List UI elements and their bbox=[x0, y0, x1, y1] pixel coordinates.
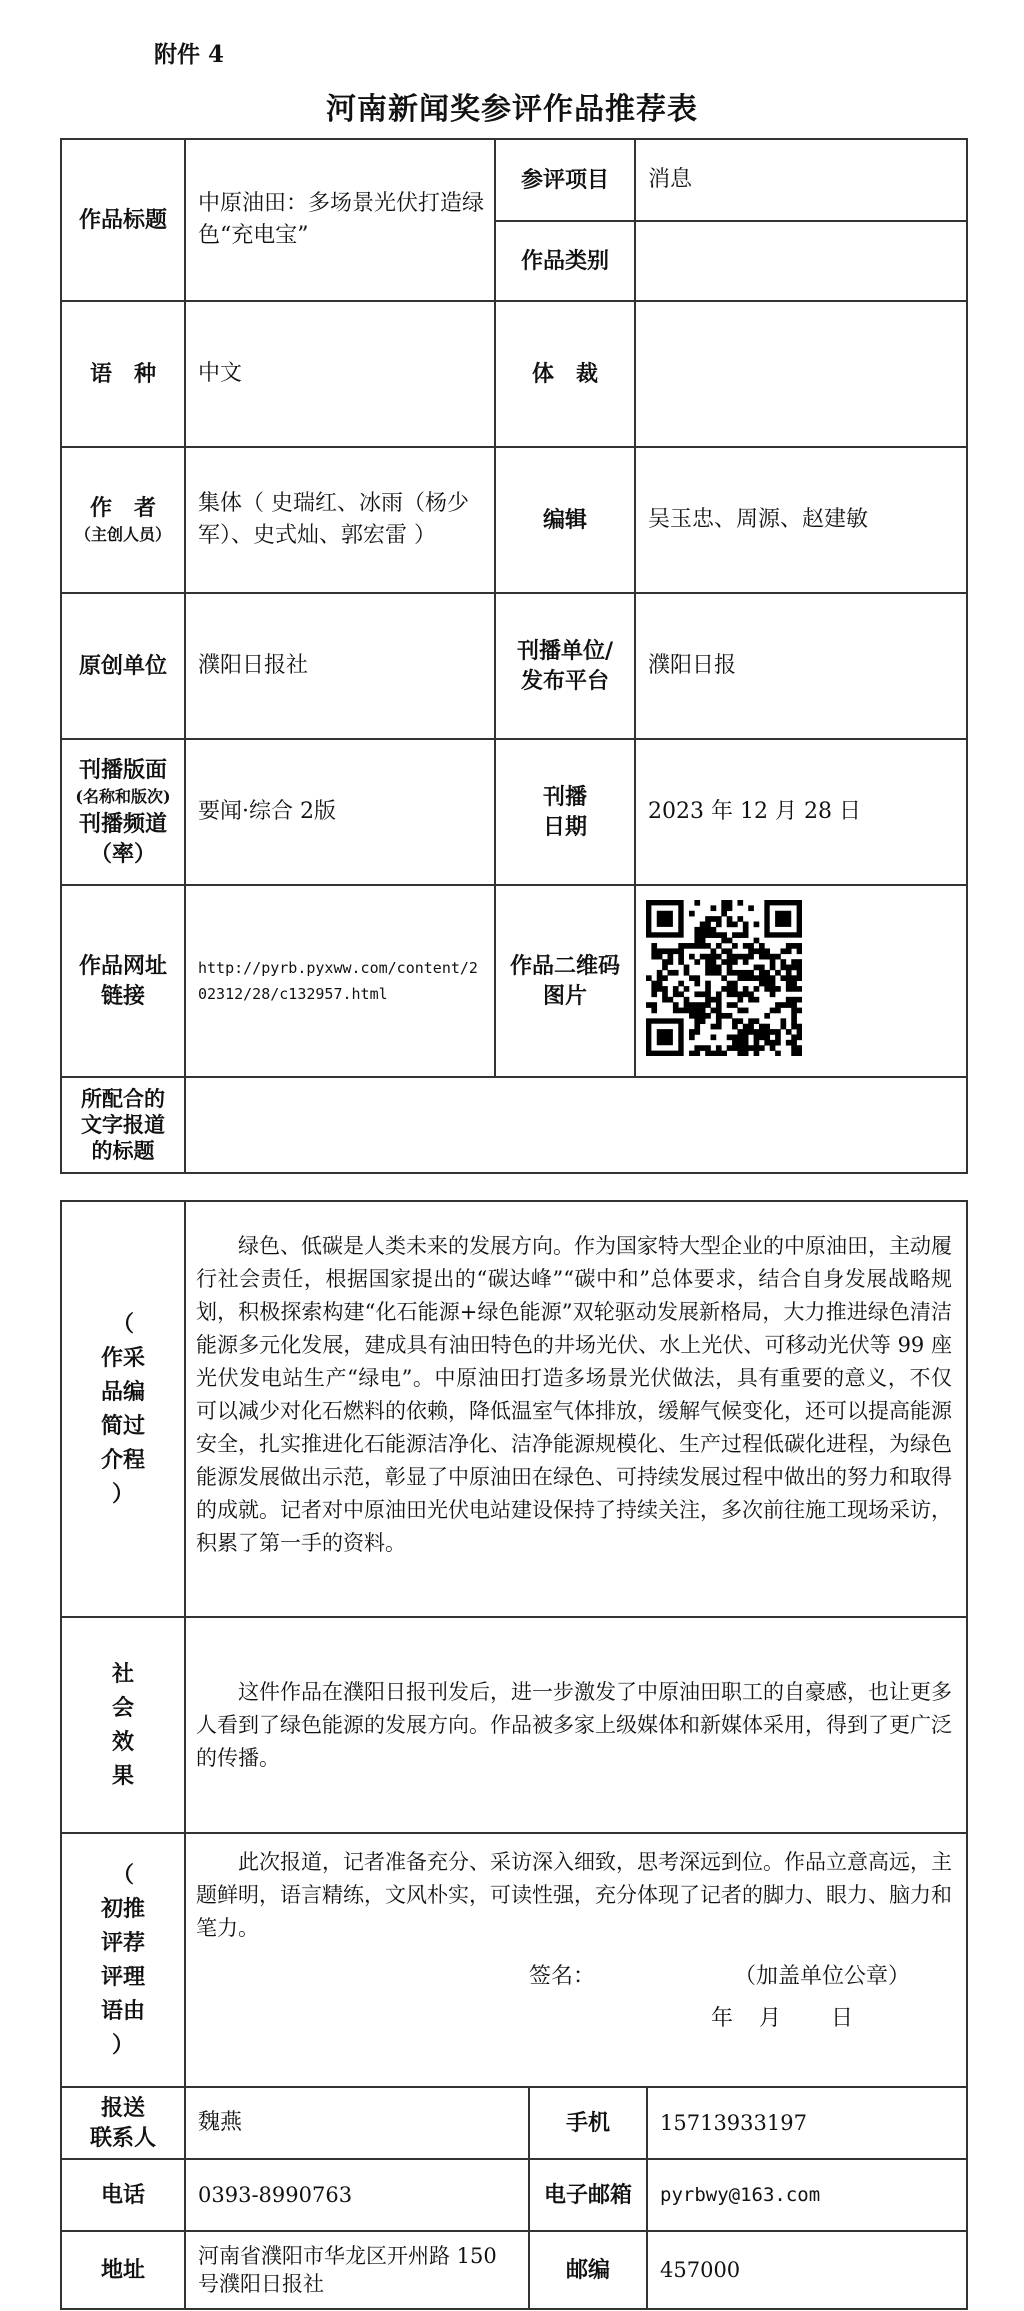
author-label-sub: （主创人员） bbox=[74, 525, 171, 544]
review-label-l3: 评理 bbox=[100, 1964, 145, 1990]
entry-item-label: 参评项目 bbox=[495, 139, 635, 221]
related-title-label-line3: 的标题 bbox=[91, 1138, 155, 1163]
stamp-note: （加盖单位公章） bbox=[734, 1964, 911, 1989]
review-label-l1: 初推 bbox=[100, 1896, 145, 1922]
origin-unit-value: 濮阳日报社 bbox=[185, 593, 495, 739]
related-title-label-line1: 所配合的 bbox=[81, 1086, 165, 1111]
publish-unit-label-line2: 发布平台 bbox=[520, 668, 609, 694]
intro-label bbox=[61, 1201, 185, 1617]
genre-value bbox=[635, 301, 967, 447]
intro-label-l1: 作采 bbox=[100, 1345, 145, 1371]
phone-label: 电话 bbox=[61, 2159, 185, 2231]
layout-label-line4: （率） bbox=[89, 841, 156, 867]
publish-date-label-line2: 日期 bbox=[542, 814, 587, 840]
qr-code-image[interactable] bbox=[646, 900, 802, 1056]
review-label bbox=[61, 1833, 185, 2087]
address-value: 河南省濮阳市华龙区开州路 150 号濮阳日报社 bbox=[185, 2231, 529, 2309]
review-text: 此次报道，记者准备充分、采访深入细致，思考深远到位。作品立意高远，主题鲜明，语言精练，文风朴实，可读性强，充分体现了记者的脚力、眼力、脑力和笔力。 bbox=[196, 1850, 953, 1940]
intro-label-l5: ） bbox=[111, 1481, 134, 1507]
language-label: 语 种 bbox=[61, 301, 185, 447]
recommendation-form-top bbox=[60, 138, 968, 1174]
qr-label-line2: 图片 bbox=[542, 983, 587, 1009]
zip-value: 457000 bbox=[647, 2231, 967, 2309]
review-label-l4: 语由 bbox=[100, 1998, 145, 2024]
document-title: 河南新闻奖参评作品推荐表 bbox=[326, 92, 698, 127]
language-value: 中文 bbox=[185, 301, 495, 447]
layout-label bbox=[61, 739, 185, 885]
url-label-line1: 作品网址 bbox=[78, 953, 167, 979]
editor-label: 编辑 bbox=[495, 447, 635, 593]
zip-label: 邮编 bbox=[529, 2231, 647, 2309]
signature-label: 签名： bbox=[529, 1964, 596, 1989]
layout-label-line1: 刊播版面 bbox=[78, 757, 167, 783]
intro-text: 绿色、低碳是人类未来的发展方向。作为国家特大型企业的中原油田，主动履行社会责任，根据国家提出的“碳达峰”“碳中和”总体要求，结合自身发展战略规划，积极探索构建“化石能源+绿色能源”双轮驱动发展新格局，大力推进绿色清洁能源多元化发展，建成具有油田特色的井场光伏、水上光伏、可移动光伏等 99 座光伏发电站生产“绿电”。中原油田打造多场景光伏做法，具有重要的意义，不仅可以减少对化石燃料的依赖，降低温室气体排放，缓解气候变化，还可以提高能源安全，扎实推进化石能源洁净化、洁净能源规模化、生产过程低碳化进程，为绿色能源发展做出示范，彰显了中原油田在绿色、可持续发展过程中做出的努力和取得的成就。记者对中原油田光伏电站建设保持了持续关注，多次前往施工现场采访，积累了第一手的资料。 bbox=[185, 1201, 967, 1617]
review-signature-area bbox=[186, 1945, 966, 2029]
publish-date-label-line1: 刊播 bbox=[542, 784, 587, 810]
attachment-label: 附件 4 bbox=[154, 41, 225, 68]
effect-label-l2: 效 bbox=[111, 1729, 134, 1755]
address-label: 地址 bbox=[61, 2231, 185, 2309]
effect-label-l0: 社 bbox=[111, 1661, 134, 1687]
layout-label-line2: (名称和版次) bbox=[75, 787, 171, 806]
mobile-label: 手机 bbox=[529, 2087, 647, 2159]
work-category-value bbox=[635, 221, 967, 301]
publish-date-value: 2023 年 12 月 28 日 bbox=[635, 739, 967, 885]
publish-unit-label-line1: 刊播单位/ bbox=[516, 638, 614, 664]
intro-label-l0: （ bbox=[111, 1311, 134, 1337]
author-value: 集体（ 史瑞红、冰雨（杨少军）、史式灿、郭宏雷 ） bbox=[185, 447, 495, 593]
qr-label bbox=[495, 885, 635, 1077]
editor-value: 吴玉忠、周源、赵建敏 bbox=[635, 447, 967, 593]
author-label-main: 作 者 bbox=[89, 495, 156, 521]
author-label bbox=[61, 447, 185, 593]
review-cell bbox=[185, 1833, 967, 2087]
effect-label-l3: 果 bbox=[111, 1763, 134, 1789]
origin-unit-label: 原创单位 bbox=[61, 593, 185, 739]
work-title-value: 中原油田：多场景光伏打造绿色“充电宝” bbox=[185, 139, 495, 301]
review-label-l5: ） bbox=[111, 2032, 134, 2058]
signature-date: 年 月 日 bbox=[711, 2006, 856, 2031]
publish-unit-value: 濮阳日报 bbox=[635, 593, 967, 739]
email-value[interactable]: pyrbwy@163.com bbox=[647, 2159, 967, 2231]
sender-value: 魏燕 bbox=[185, 2087, 529, 2159]
sender-label bbox=[61, 2087, 185, 2159]
work-category-label: 作品类别 bbox=[495, 221, 635, 301]
effect-label-l1: 会 bbox=[111, 1695, 134, 1721]
related-title-value bbox=[185, 1077, 967, 1173]
intro-label-l2: 品编 bbox=[100, 1379, 145, 1405]
intro-label-l4: 介程 bbox=[100, 1447, 145, 1473]
layout-value: 要闻·综合 2版 bbox=[185, 739, 495, 885]
layout-label-line3: 刊播频道 bbox=[78, 811, 167, 837]
review-label-l2: 评荐 bbox=[100, 1930, 145, 1956]
url-label bbox=[61, 885, 185, 1077]
work-title-label: 作品标题 bbox=[61, 139, 185, 301]
publish-unit-label bbox=[495, 593, 635, 739]
sender-label-line2: 联系人 bbox=[89, 2125, 156, 2151]
intro-label-l3: 简过 bbox=[100, 1413, 145, 1439]
genre-label: 体 裁 bbox=[495, 301, 635, 447]
sender-label-line1: 报送 bbox=[100, 2095, 145, 2121]
related-title-label bbox=[61, 1077, 185, 1173]
mobile-value: 15713933197 bbox=[647, 2087, 967, 2159]
review-label-l0: （ bbox=[111, 1862, 134, 1888]
url-label-line2: 链接 bbox=[100, 983, 145, 1009]
phone-value: 0393-8990763 bbox=[185, 2159, 529, 2231]
recommendation-form-bottom bbox=[60, 1200, 968, 2310]
entry-item-value: 消息 bbox=[635, 139, 967, 221]
effect-label bbox=[61, 1617, 185, 1833]
url-value[interactable]: http://pyrb.pyxww.com/content/202312/28/c132957.html bbox=[185, 885, 495, 1077]
qr-label-line1: 作品二维码 bbox=[509, 953, 620, 979]
qr-cell bbox=[635, 885, 967, 1077]
related-title-label-line2: 文字报道 bbox=[81, 1112, 165, 1137]
email-label: 电子邮箱 bbox=[529, 2159, 647, 2231]
publish-date-label bbox=[495, 739, 635, 885]
effect-text: 这件作品在濮阳日报刊发后，进一步激发了中原油田职工的自豪感，也让更多人看到了绿色能源的发展方向。作品被多家上级媒体和新媒体采用，得到了更广泛的传播。 bbox=[185, 1617, 967, 1833]
